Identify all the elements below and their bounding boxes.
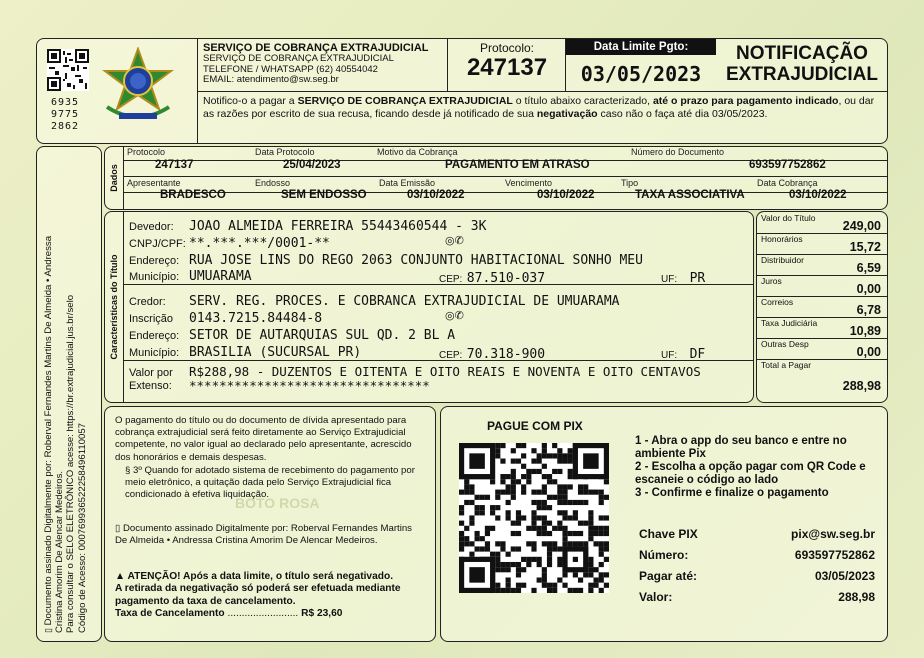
cnpj-value: **.***.***/0001-** bbox=[189, 236, 330, 251]
pagar-ate-label: Pagar até: bbox=[639, 569, 698, 583]
service-line: SERVIÇO DE COBRANÇA EXTRAJUDICIAL bbox=[203, 53, 394, 64]
value: PAGAMENTO EM ATRASO bbox=[445, 159, 590, 171]
valor-row-value: 6,59 bbox=[856, 261, 881, 275]
valor-row bbox=[757, 296, 887, 318]
valor-row-value: 0,00 bbox=[856, 345, 881, 359]
label: CEP: bbox=[439, 274, 463, 285]
valor-extenso-value: R$288,98 - DUZENTOS E OITENTA E OITO REAIS E NOVENTA E OITO CENTAVOS bbox=[189, 364, 701, 379]
cep-value: 87.510-037 bbox=[466, 271, 546, 286]
valor-row-label: Correios bbox=[761, 297, 794, 307]
notice-part: o título abaixo caracterizado, bbox=[512, 95, 653, 107]
pix-panel bbox=[440, 406, 888, 642]
taxa-cancelamento bbox=[115, 608, 425, 620]
warning-title-text: ATENÇÃO! Após a data limite, o título será negativado. bbox=[127, 571, 394, 582]
info-paragraph-3 bbox=[115, 523, 425, 547]
devedor-row bbox=[129, 217, 486, 235]
credor-value: SERV. REG. PROCES. E COBRANCA EXTRAJUDICIAL DE UMUARAMA bbox=[189, 294, 620, 309]
taxa-dots: ......................... bbox=[227, 608, 299, 620]
watermark: BOTO ROSA bbox=[235, 495, 320, 511]
info-paragraph-1: O pagamento do título ou do documento de dívida apresentado para cobrança extrajudicial será feito diretamente ao Serviço Extrajudicial competente, no valor igual ao declarado pelo apresentante, acrescido dos honorários e demais despesas. bbox=[115, 415, 412, 463]
label: Endereço: bbox=[129, 255, 180, 267]
valores-panel bbox=[756, 211, 888, 403]
whatsapp-icon: ◎✆ bbox=[445, 235, 464, 247]
signature-side-panel bbox=[36, 146, 102, 642]
protocolo-number: 247137 bbox=[466, 54, 548, 81]
cep2-row bbox=[439, 345, 545, 363]
service-email: EMAIL: atendimento@sw.seg.br bbox=[203, 74, 339, 85]
label: Número do Documento bbox=[631, 147, 725, 157]
valor-row-label: Honorários bbox=[761, 234, 803, 244]
signature-side-text bbox=[40, 145, 104, 639]
caracteristicas-panel bbox=[104, 211, 754, 403]
side-line bbox=[43, 151, 54, 633]
warning-icon: ▲ bbox=[115, 571, 126, 582]
label: Devedor: bbox=[129, 221, 174, 233]
valor-row-value: 249,00 bbox=[842, 219, 881, 233]
whatsapp-icon: ◎✆ bbox=[445, 310, 464, 322]
devedor-value: JOAO ALMEIDA FERREIRA 55443460544 - 3K bbox=[189, 219, 487, 234]
verification-codes bbox=[51, 97, 79, 133]
warning-block bbox=[115, 571, 425, 621]
code-line: 9775 bbox=[51, 109, 80, 120]
pix-steps bbox=[635, 435, 875, 500]
numero-label: Número: bbox=[639, 548, 689, 562]
label: Protocolo bbox=[127, 147, 166, 157]
document-title bbox=[717, 43, 887, 85]
label: Valor por bbox=[129, 367, 173, 379]
info-p3-text: Documento assinado Digitalmente por: Roberval Fernandes Martins De Almeida • Andressa Cristina Amorim De Alencar Medeiros. bbox=[115, 523, 412, 547]
municipio2-row bbox=[129, 343, 361, 361]
notice-part: caso não o faça até dia 03/05/2023. bbox=[597, 107, 768, 120]
caracteristicas-tab-label: Características do Título bbox=[109, 254, 119, 360]
uf-value: PR bbox=[689, 271, 706, 286]
code-line: 2862 bbox=[51, 121, 80, 132]
label: Município: bbox=[129, 347, 180, 359]
value: 25/04/2023 bbox=[283, 159, 341, 171]
valor-extenso-stars: ******************************** bbox=[189, 378, 430, 393]
warning-title bbox=[115, 571, 425, 583]
valor-row-label: Juros bbox=[761, 276, 782, 286]
valor-row-value: 288,98 bbox=[842, 379, 881, 393]
valor-row bbox=[757, 338, 887, 360]
warning-body: A retirada da negativação só poderá ser efetuada mediante pagamento da taxa de cancelamento. bbox=[115, 583, 401, 607]
data-limite-box bbox=[565, 39, 716, 91]
label: CEP: bbox=[439, 350, 463, 361]
brazil-coat-of-arms-seal bbox=[99, 47, 177, 129]
notice-text bbox=[203, 95, 883, 120]
value: 247137 bbox=[155, 159, 194, 171]
label: Endosso bbox=[255, 178, 291, 188]
info-paragraph-2: § 3º Quando for adotado sistema de recebimento do pagamento por meio eletrônico, a quitação dada pelo Serviço Extrajudicial fica condicionado à efetiva liquidação. bbox=[125, 465, 415, 501]
uf2-value: DF bbox=[689, 347, 706, 362]
uf-row bbox=[661, 269, 705, 287]
valor-row-label: Outras Desp bbox=[761, 339, 809, 349]
value: 03/10/2022 bbox=[407, 189, 465, 201]
pagar-ate-value: 03/05/2023 bbox=[814, 569, 875, 583]
valor-row bbox=[757, 275, 887, 297]
label: Vencimento bbox=[505, 178, 553, 188]
document-icon: ▯ bbox=[43, 628, 53, 633]
valor-row-label: Distribuidor bbox=[761, 255, 804, 265]
municipio-value: UMUARAMA bbox=[189, 269, 252, 284]
dados-tab bbox=[105, 147, 124, 209]
pix-title: PAGUE COM PIX bbox=[487, 419, 583, 433]
chave-pix-label: Chave PIX bbox=[639, 527, 698, 541]
valor-row bbox=[757, 254, 887, 276]
header-panel bbox=[36, 38, 888, 144]
endereco2-value: SETOR DE AUTARQUIAS SUL QD. 2 BL A bbox=[189, 328, 456, 343]
side-line: Para consultar o SELO ELETRÔNICO acesse: https://br.extrajudicial.jus.br/selo bbox=[65, 294, 77, 633]
valor-row-value: 15,72 bbox=[849, 240, 881, 254]
label: Inscrição bbox=[129, 313, 174, 325]
title-line-2: EXTRAJUDICIAL bbox=[725, 64, 878, 85]
data-limite-value: 03/05/2023 bbox=[580, 62, 702, 86]
label: Tipo bbox=[621, 178, 639, 188]
credor-row bbox=[129, 292, 619, 310]
valor-row-value: 10,89 bbox=[849, 324, 881, 338]
endereco2-row bbox=[129, 326, 455, 344]
cnpj-row bbox=[129, 234, 464, 252]
valor-row bbox=[757, 317, 887, 339]
notice-part: SERVIÇO DE COBRANÇA EXTRAJUDICIAL bbox=[297, 95, 513, 107]
label: UF: bbox=[661, 350, 678, 361]
taxa-label: Taxa de Cancelamento bbox=[115, 608, 225, 620]
service-info bbox=[203, 42, 453, 86]
uf2-row bbox=[661, 345, 705, 363]
valor-row-label: Total a Pagar bbox=[761, 360, 812, 370]
pix-step-3: 3 - Confirme e finalize o pagamento bbox=[635, 487, 829, 499]
valor-row bbox=[757, 233, 887, 255]
side-line: Cristina Amorim De Alencar Medeiros. bbox=[54, 470, 66, 633]
label: Data Protocolo bbox=[255, 147, 315, 157]
notice-part: , ou dar as razões por escrito de sua recusa, ficando desde já notificado de sua bbox=[203, 95, 875, 120]
valor-row-label: Valor do Título bbox=[761, 213, 816, 223]
protocolo-label: Protocolo: bbox=[479, 41, 535, 55]
value: 03/10/2022 bbox=[537, 189, 595, 201]
inscricao-row bbox=[129, 309, 464, 327]
pix-qr-code[interactable] bbox=[459, 443, 609, 593]
info-panel bbox=[104, 406, 436, 642]
taxa-value: R$ 23,60 bbox=[301, 608, 343, 620]
pix-step-1: 1 - Abra o app do seu banco e entre no ambiente Pix bbox=[635, 435, 847, 460]
valor-row-label: Taxa Judiciária bbox=[761, 318, 818, 328]
notice-part: Notifico-o a pagar a bbox=[203, 95, 298, 107]
side-line-text: Documento assinado Digitalmente por: Roberval Fernandes Martins De Almeida • Andressa bbox=[43, 235, 54, 626]
label: Município: bbox=[129, 271, 180, 283]
valor-label: Valor: bbox=[639, 590, 673, 604]
value: 693597752862 bbox=[749, 159, 826, 171]
dados-tab-label: Dados bbox=[109, 164, 119, 192]
valor-row bbox=[757, 212, 887, 234]
chave-pix-value[interactable]: pix@sw.seg.br bbox=[791, 527, 875, 541]
protocolo-box bbox=[447, 39, 566, 91]
data-limite-label: Data Limite Pgto: bbox=[566, 39, 716, 55]
code-line: 6935 bbox=[51, 97, 80, 108]
value: SEM ENDOSSO bbox=[281, 189, 367, 201]
municipio2-value: BRASILIA (SUCURSAL PR) bbox=[189, 345, 362, 360]
document-icon: ▯ bbox=[115, 523, 121, 534]
service-title: SERVIÇO DE COBRANÇA EXTRAJUDICIAL bbox=[203, 42, 429, 54]
label: Extenso: bbox=[129, 380, 172, 392]
municipio-row bbox=[129, 267, 252, 285]
label: Data Cobrança bbox=[757, 178, 818, 188]
notice-part: negativação bbox=[536, 107, 598, 120]
valor-value: 288,98 bbox=[838, 590, 875, 604]
endereco-value: RUA JOSE LINS DO REGO 2063 CONJUNTO HABITACIONAL SONHO MEU bbox=[189, 253, 643, 268]
label: Apresentante bbox=[127, 178, 181, 188]
side-line: Código de Acesso: 000769936522258496110057 bbox=[76, 422, 88, 633]
label: CNPJ/CPF: bbox=[129, 238, 186, 250]
dados-panel bbox=[104, 146, 888, 210]
pix-step-2: 2 - Escolha a opção pagar com QR Code e escaneie o código ao lado bbox=[635, 461, 866, 486]
label: Motivo da Cobrança bbox=[377, 147, 458, 157]
service-phone: TELEFONE / WHATSAPP (62) 40554042 bbox=[203, 63, 378, 75]
inscricao-value: 0143.7215.84484-8 bbox=[189, 311, 323, 326]
value: BRADESCO bbox=[160, 189, 226, 201]
valor-row-value: 6,78 bbox=[856, 303, 881, 317]
valor-row bbox=[757, 359, 887, 401]
label: Endereço: bbox=[129, 330, 180, 342]
notice-part: até o prazo para pagamento indicado bbox=[652, 95, 839, 107]
valor-extenso-label bbox=[129, 367, 173, 393]
title-line-1: NOTIFICAÇÃO bbox=[736, 43, 868, 64]
value: 03/10/2022 bbox=[789, 189, 847, 201]
qr-code-small bbox=[47, 49, 89, 91]
numero-value: 693597752862 bbox=[794, 548, 875, 562]
valor-extenso bbox=[189, 365, 701, 393]
value: TAXA ASSOCIATIVA bbox=[635, 189, 745, 201]
cep2-value: 70.318-900 bbox=[466, 347, 546, 362]
caracteristicas-tab bbox=[105, 212, 124, 402]
valor-row-value: 0,00 bbox=[856, 282, 881, 296]
label: Credor: bbox=[129, 296, 166, 308]
label: Data Emissão bbox=[379, 178, 436, 188]
label: UF: bbox=[661, 274, 678, 285]
cep-row bbox=[439, 269, 545, 287]
